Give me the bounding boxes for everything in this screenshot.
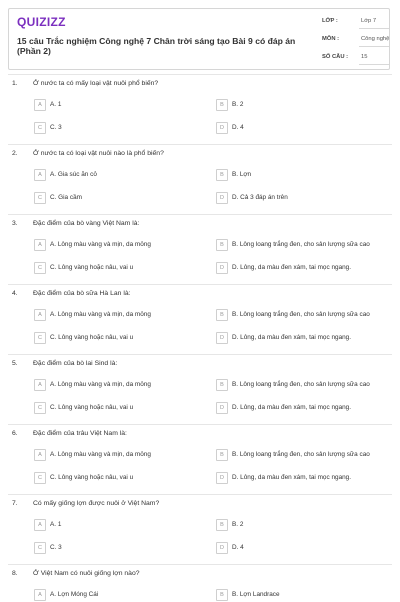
question-number: 3. bbox=[12, 220, 18, 227]
answer-option-c[interactable] bbox=[34, 402, 204, 415]
option-text: B. Lông loang trắng đen, cho sản lượng sữa cao bbox=[232, 311, 370, 318]
option-text: C. 3 bbox=[50, 124, 62, 131]
option-letter-box: D bbox=[216, 262, 228, 274]
option-text: C. Lông vàng hoặc nâu, vai u bbox=[50, 474, 134, 481]
option-letter-box: A bbox=[34, 449, 46, 461]
option-text: B. Lợn bbox=[232, 171, 252, 178]
question-divider bbox=[8, 144, 392, 145]
answer-option-a[interactable] bbox=[34, 379, 204, 392]
option-letter-box: A bbox=[34, 169, 46, 181]
question-text: Có mấy giống lợn được nuôi ở Việt Nam? bbox=[33, 500, 160, 507]
question-text: Đặc điểm của bò sữa Hà Lan là: bbox=[33, 290, 131, 297]
option-letter-box: C bbox=[34, 402, 46, 414]
option-text: C. Lông vàng hoặc nâu, vai u bbox=[50, 264, 134, 271]
option-text: A. Lông màu vàng và mịn, da mỏng bbox=[50, 311, 151, 318]
question-divider bbox=[8, 214, 392, 215]
option-letter-box: C bbox=[34, 192, 46, 204]
answer-option-b[interactable] bbox=[216, 309, 386, 322]
answer-option-c[interactable] bbox=[34, 542, 204, 555]
question-text: Ở Việt Nam có nuôi giống lợn nào? bbox=[33, 570, 140, 577]
option-letter-box: A bbox=[34, 519, 46, 531]
question-text: Đặc điểm của bò lai Sind là: bbox=[33, 360, 118, 367]
option-letter-box: A bbox=[34, 379, 46, 391]
answer-option-c[interactable] bbox=[34, 122, 204, 135]
option-text: C. Gia cầm bbox=[50, 194, 82, 201]
option-text: A. Lợn Móng Cái bbox=[50, 591, 99, 598]
option-letter-box: C bbox=[34, 262, 46, 274]
meta-row-grade bbox=[319, 13, 391, 31]
answer-option-c[interactable] bbox=[34, 472, 204, 485]
answer-option-b[interactable] bbox=[216, 519, 386, 532]
meta-panel bbox=[319, 9, 391, 71]
option-letter-box: D bbox=[216, 192, 228, 204]
question-text: Đặc điểm của trâu Việt Nam là: bbox=[33, 430, 127, 437]
question-number: 6. bbox=[12, 430, 18, 437]
answer-option-c[interactable] bbox=[34, 262, 204, 275]
answer-option-a[interactable] bbox=[34, 449, 204, 462]
meta-key: LỚP : bbox=[322, 18, 338, 24]
option-letter-box: D bbox=[216, 332, 228, 344]
option-letter-box: B bbox=[216, 519, 228, 531]
answer-option-a[interactable] bbox=[34, 239, 204, 252]
answer-option-a[interactable] bbox=[34, 169, 204, 182]
answer-option-d[interactable] bbox=[216, 542, 386, 555]
answer-option-b[interactable] bbox=[216, 379, 386, 392]
answer-option-c[interactable] bbox=[34, 332, 204, 345]
meta-row-subject bbox=[319, 31, 391, 49]
answer-option-a[interactable] bbox=[34, 309, 204, 322]
question-number: 8. bbox=[12, 570, 18, 577]
question-text: Ở nước ta có mấy loại vật nuôi phổ biến? bbox=[33, 80, 159, 87]
question-text: Đặc điểm của bò vàng Việt Nam là: bbox=[33, 220, 140, 227]
option-letter-box: D bbox=[216, 472, 228, 484]
option-text: C. Lông vàng hoặc nâu, vai u bbox=[50, 334, 134, 341]
answer-option-b[interactable] bbox=[216, 589, 386, 602]
option-text: B. 2 bbox=[232, 521, 244, 528]
meta-value: 15 bbox=[361, 54, 368, 60]
meta-underline bbox=[359, 46, 389, 47]
option-letter-box: B bbox=[216, 99, 228, 111]
option-text: D. 4 bbox=[232, 544, 244, 551]
option-letter-box: A bbox=[34, 309, 46, 321]
option-letter-box: B bbox=[216, 309, 228, 321]
option-text: C. Lông vàng hoặc nâu, vai u bbox=[50, 404, 134, 411]
option-text: D. 4 bbox=[232, 124, 244, 131]
meta-value: Lớp 7 bbox=[361, 18, 377, 24]
question-divider bbox=[8, 564, 392, 565]
question-number: 2. bbox=[12, 150, 18, 157]
option-letter-box: D bbox=[216, 542, 228, 554]
option-text: B. Lông loang trắng đen, cho sản lượng sữa cao bbox=[232, 381, 370, 388]
answer-option-a[interactable] bbox=[34, 589, 204, 602]
option-letter-box: B bbox=[216, 589, 228, 601]
option-letter-box: B bbox=[216, 449, 228, 461]
option-letter-box: C bbox=[34, 332, 46, 344]
answer-option-d[interactable] bbox=[216, 122, 386, 135]
question-divider bbox=[8, 494, 392, 495]
worksheet-header bbox=[8, 8, 390, 70]
option-text: A. Lông màu vàng và mịn, da mỏng bbox=[50, 241, 151, 248]
option-text: D. Lông, da màu đen xám, tai mọc ngang. bbox=[232, 404, 352, 411]
question-text: Ở nước ta có loại vật nuôi nào là phổ biến? bbox=[33, 150, 164, 157]
question-divider bbox=[8, 74, 392, 75]
option-text: A. Lông màu vàng và mịn, da mỏng bbox=[50, 381, 151, 388]
question-number: 1. bbox=[12, 80, 18, 87]
answer-option-d[interactable] bbox=[216, 472, 386, 485]
answer-option-b[interactable] bbox=[216, 99, 386, 112]
answer-option-d[interactable] bbox=[216, 332, 386, 345]
option-text: A. Lông màu vàng và mịn, da mỏng bbox=[50, 451, 151, 458]
meta-row-count bbox=[319, 49, 391, 67]
meta-key: SỐ CÂU : bbox=[322, 54, 349, 60]
question-number: 5. bbox=[12, 360, 18, 367]
option-letter-box: A bbox=[34, 589, 46, 601]
option-text: D. Lông, da màu đen xám, tai mọc ngang. bbox=[232, 474, 352, 481]
question-number: 4. bbox=[12, 290, 18, 297]
option-text: A. 1 bbox=[50, 101, 62, 108]
option-letter-box: C bbox=[34, 542, 46, 554]
option-text: B. Lợn Landrace bbox=[232, 591, 280, 598]
option-letter-box: D bbox=[216, 402, 228, 414]
meta-underline bbox=[359, 64, 389, 65]
meta-value: Công nghệ bbox=[361, 36, 390, 42]
question-divider bbox=[8, 354, 392, 355]
answer-option-b[interactable] bbox=[216, 169, 386, 182]
question-divider bbox=[8, 424, 392, 425]
option-letter-box: B bbox=[216, 169, 228, 181]
quizizz-logo: QUIZIZZ bbox=[17, 15, 66, 29]
option-text: B. Lông loang trắng đen, cho sản lượng sữa cao bbox=[232, 241, 370, 248]
answer-option-b[interactable] bbox=[216, 449, 386, 462]
worksheet-title: 15 câu Trắc nghiệm Công nghệ 7 Chân trời sáng tạo Bài 9 có đáp án (Phần 2) bbox=[17, 36, 296, 56]
option-text: D. Lông, da màu đen xám, tai mọc ngang. bbox=[232, 264, 352, 271]
option-text: B. 2 bbox=[232, 101, 244, 108]
answer-option-c[interactable] bbox=[34, 192, 204, 205]
option-text: D. Cả 3 đáp án trên bbox=[232, 194, 288, 201]
answer-option-a[interactable] bbox=[34, 519, 204, 532]
option-letter-box: C bbox=[34, 472, 46, 484]
option-text: D. Lông, da màu đen xám, tai mọc ngang. bbox=[232, 334, 352, 341]
option-letter-box: C bbox=[34, 122, 46, 134]
option-letter-box: A bbox=[34, 239, 46, 251]
meta-key: MÔN : bbox=[322, 36, 340, 42]
option-text: A. 1 bbox=[50, 521, 62, 528]
option-letter-box: A bbox=[34, 99, 46, 111]
option-text: C. 3 bbox=[50, 544, 62, 551]
question-divider bbox=[8, 284, 392, 285]
answer-option-b[interactable] bbox=[216, 239, 386, 252]
option-letter-box: D bbox=[216, 122, 228, 134]
option-text: A. Gia súc ăn cỏ bbox=[50, 171, 97, 178]
answer-option-a[interactable] bbox=[34, 99, 204, 112]
answer-option-d[interactable] bbox=[216, 262, 386, 275]
option-letter-box: B bbox=[216, 379, 228, 391]
meta-underline bbox=[359, 28, 389, 29]
answer-option-d[interactable] bbox=[216, 192, 386, 205]
option-letter-box: B bbox=[216, 239, 228, 251]
question-number: 7. bbox=[12, 500, 18, 507]
answer-option-d[interactable] bbox=[216, 402, 386, 415]
option-text: B. Lông loang trắng đen, cho sản lượng sữa cao bbox=[232, 451, 370, 458]
